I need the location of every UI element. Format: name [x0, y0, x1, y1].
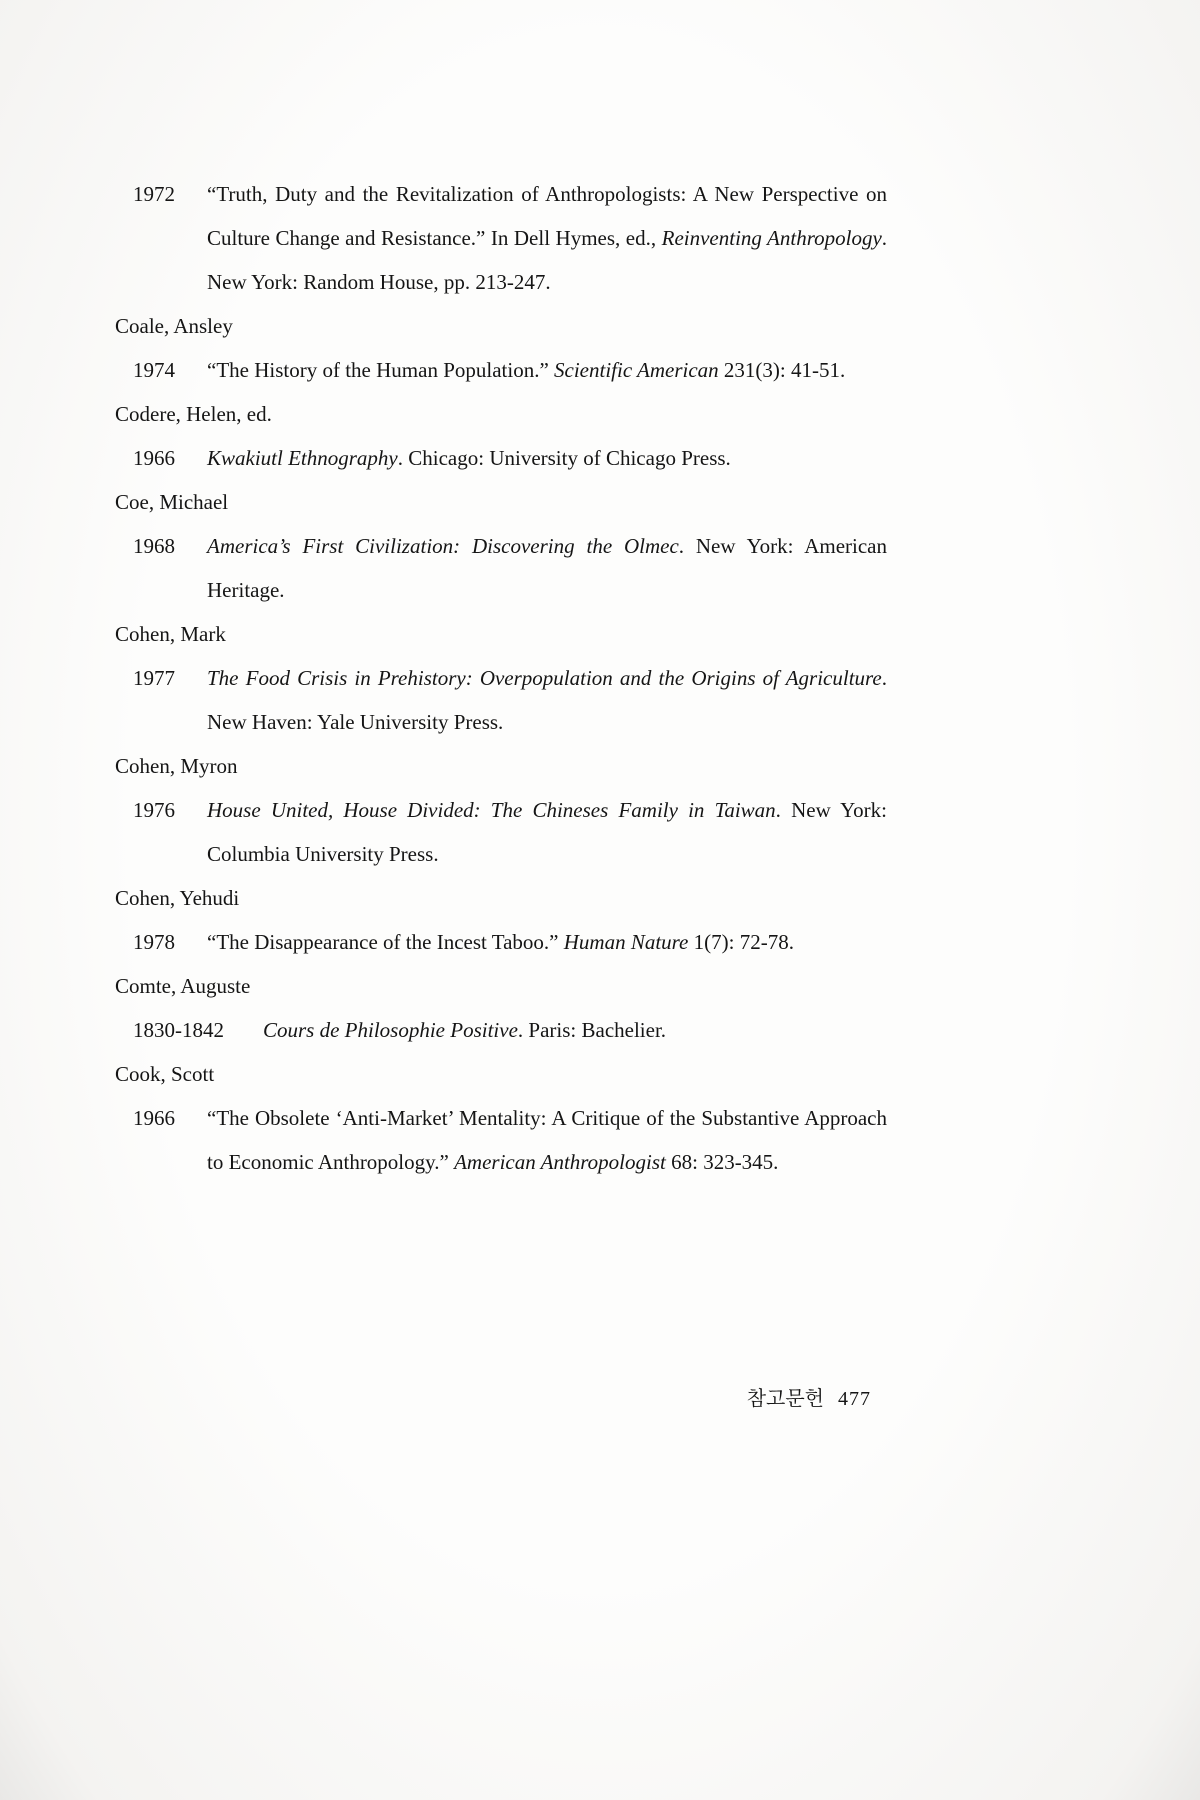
author-line: Cohen, Myron — [115, 754, 238, 778]
author-line: Cook, Scott — [115, 1062, 215, 1086]
citation-text: Kwakiutl Ethnography. Chicago: University of Chicago Press. — [207, 446, 731, 470]
citation-text: America’s First Civilization: Discovering the Olmec. New York: American Heritage. — [207, 534, 887, 602]
entry-year: 1830-1842 — [133, 1018, 224, 1042]
entry-year: 1974 — [133, 358, 175, 382]
citation-text: The Food Crisis in Prehistory: Overpopulation and the Origins of Agriculture. New Haven: Yale University Press. — [207, 666, 887, 734]
citation-text: “The Obsolete ‘Anti-Market’ Mentality: A Critique of the Substantive Approach to Economic Anthropology.” American Anthropologist 68: 323-345. — [207, 1106, 887, 1174]
author-line: Cohen, Yehudi — [115, 886, 240, 910]
author-line: Cohen, Mark — [115, 622, 226, 646]
entry-year: 1966 — [133, 446, 175, 470]
bibliography-entry — [115, 1008, 887, 1052]
citation-text: “The Disappearance of the Incest Taboo.” Human Nature 1(7): 72-78. — [207, 930, 794, 954]
citation-text: House United, House Divided: The Chineses Family in Taiwan. New York: Columbia University Press. — [207, 798, 887, 866]
citation-text: “Truth, Duty and the Revitalization of Anthropologists: A New Perspective on Culture Change and Resistance.” In Dell Hymes, ed., Reinventing Anthropology. New York: Random House, pp. 213-247. — [207, 182, 888, 294]
citation-text: “The History of the Human Population.” Scientific American 231(3): 41-51. — [207, 358, 846, 382]
bibliography-entry — [115, 348, 887, 392]
author-line: Comte, Auguste — [115, 974, 251, 998]
entry-year: 1966 — [133, 1106, 175, 1130]
bibliography-entry — [115, 788, 887, 876]
bibliography-entry — [115, 172, 887, 304]
bibliography-entry — [115, 920, 887, 964]
author-line: Coe, Michael — [115, 490, 229, 514]
entry-year: 1968 — [133, 534, 175, 558]
entry-year: 1976 — [133, 798, 175, 822]
footer-page-number: 477 — [838, 1388, 871, 1410]
bibliography-list — [115, 172, 887, 1184]
author-line: Coale, Ansley — [115, 314, 233, 338]
entry-year: 1978 — [133, 930, 175, 954]
footer-section-label: 참고문헌 — [746, 1388, 824, 1410]
entry-year: 1972 — [133, 182, 175, 206]
page-footer — [115, 1384, 871, 1414]
author-line: Codere, Helen, ed. — [115, 402, 272, 426]
bibliography-entry — [115, 436, 887, 480]
bibliography-entry — [115, 1096, 887, 1184]
bibliography-entry — [115, 656, 887, 744]
citation-text: Cours de Philosophie Positive. Paris: Bachelier. — [263, 1018, 667, 1042]
entry-year: 1977 — [133, 666, 175, 690]
bibliography-entry — [115, 524, 887, 612]
